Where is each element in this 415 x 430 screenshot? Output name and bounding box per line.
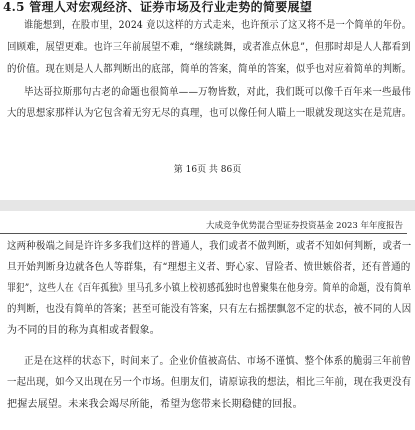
body-text-line: 为不同的目的称为真相或者假象。	[7, 325, 160, 336]
header-divider	[0, 233, 407, 234]
body-text-line: 谁能想到，在股市里，2024 竟以这样的方式走来，也许预示了这又将不是一个简单的年份。	[24, 20, 412, 31]
report-page-lower	[0, 211, 415, 430]
body-text-line: 罪犯”，这些人在《百年孤独》里马孔多小镇上校初感孤独时也曾聚集在他身旁。简单的命题，没有简单	[7, 283, 412, 294]
running-header: 大成竞争优势混合型证券投资基金 2023 年年度报告	[205, 221, 403, 231]
report-page-upper	[0, 0, 415, 200]
section-heading: 4.5 管理人对宏观经济、证券市场及行业走势的简要展望	[3, 0, 313, 14]
body-text-line: 回顾难，展望更难。也许三年前展望不难，“继续跳舞，或者准点休息”，但那时却是人人都看到	[7, 42, 411, 53]
body-text-line: 正是在这样的状态下，时间来了。企业价值被高估、市场不谨慎、整个体系的脆弱三年前曾	[24, 356, 411, 367]
body-text-line: 旦开始判断身边就各色人等群集，有“理想主义者、野心家、冒险者、愤世嫉俗者，还有普通的	[7, 262, 411, 273]
body-text-line: 的价值。现在则是人人都判断出的底部，简单的答案，简单的答案，似乎也对应着简单的判断。	[7, 64, 412, 75]
body-text-line: 这两种极端之间是许许多多我们这样的普通人，我们或者不做判断，或者不知如何判断，或者一	[7, 241, 412, 252]
page-number-footer: 第 16页 共 86页	[173, 165, 242, 175]
body-text-line: 把握去展望。未来我会竭尽所能，希望为您带来长期稳健的回报。	[7, 399, 303, 410]
body-text-line: 大的思想家那样认为它包含着无穷无尽的真理，也可以像任何人瞄上一眼就发现这实在是荒唐。	[7, 108, 412, 119]
body-text-line: 的判断，也没有简单的答案；甚至可能没有答案，只有左右摇摆飘忽不定的状态，被不同的人因	[7, 304, 412, 315]
body-text-line: 一起出现，如今又出现在另一个市场。但朋友们，请原谅我的想法，相比三年前，现在我更没有	[7, 377, 412, 388]
body-text-line: 毕达哥拉斯那句古老的命题也很简单——万物皆数，对此，我们既可以像千百年来一些最伟	[24, 87, 411, 98]
